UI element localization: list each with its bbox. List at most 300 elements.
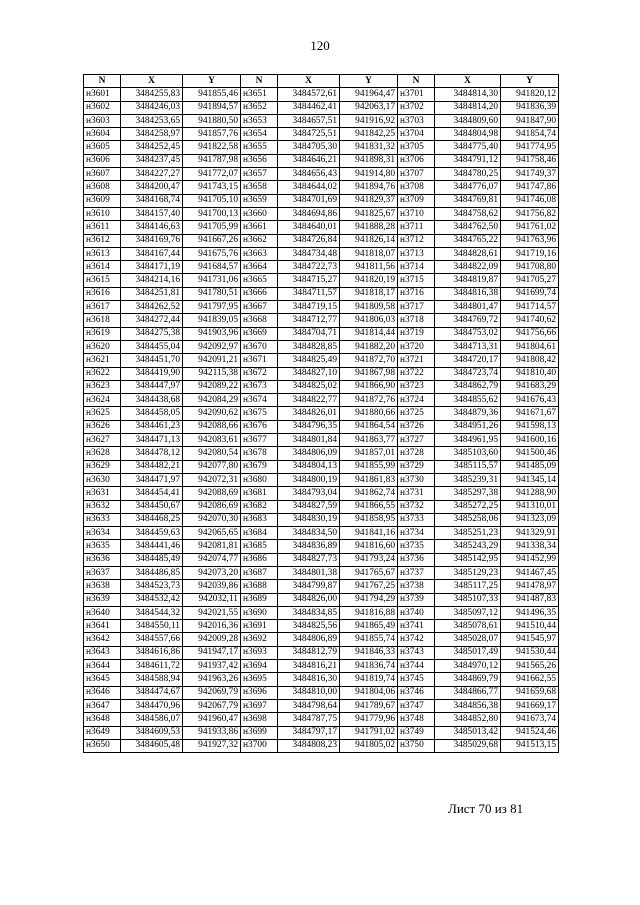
x-coordinate-cell: 3484550,11 — [121, 620, 183, 633]
x-coordinate-cell: 3484852,80 — [435, 713, 501, 726]
x-coordinate-cell: 3484471,97 — [121, 473, 183, 486]
x-coordinate-cell: 3484262,52 — [121, 301, 183, 314]
table-row — [84, 380, 559, 393]
y-coordinate-cell: 941789,67 — [340, 699, 398, 712]
point-id-cell: н3744 — [398, 660, 435, 673]
point-id-cell: н3624 — [84, 394, 121, 407]
y-coordinate-cell: 941864,54 — [340, 420, 398, 433]
x-coordinate-cell: 3484765,22 — [435, 234, 501, 247]
y-coordinate-cell: 941545,97 — [501, 633, 559, 646]
table-row — [84, 141, 559, 154]
table-row — [84, 128, 559, 141]
y-coordinate-cell: 941743,15 — [183, 181, 241, 194]
y-coordinate-cell: 942088,69 — [183, 487, 241, 500]
x-coordinate-cell: 3484482,21 — [121, 460, 183, 473]
point-id-cell: н3719 — [398, 327, 435, 340]
x-coordinate-cell: 3484758,62 — [435, 207, 501, 220]
point-id-cell: н3650 — [84, 739, 121, 752]
point-id-cell: н3716 — [398, 287, 435, 300]
point-id-cell: н3678 — [241, 447, 278, 460]
y-coordinate-cell: 941854,74 — [501, 128, 559, 141]
point-id-cell: н3603 — [84, 114, 121, 127]
sheet-footer: Лист 70 из 81 — [448, 801, 524, 816]
x-coordinate-cell: 3484827,59 — [278, 500, 340, 513]
point-id-cell: н3667 — [241, 301, 278, 314]
x-coordinate-cell: 3484611,72 — [121, 660, 183, 673]
point-id-cell: н3718 — [398, 314, 435, 327]
table-row — [84, 473, 559, 486]
point-id-cell: н3671 — [241, 354, 278, 367]
x-coordinate-cell: 3485097,12 — [435, 606, 501, 619]
y-coordinate-cell: 941857,76 — [183, 128, 241, 141]
point-id-cell: н3632 — [84, 500, 121, 513]
y-coordinate-cell: 941772,07 — [183, 168, 241, 181]
point-id-cell: н3628 — [84, 447, 121, 460]
table-row — [84, 394, 559, 407]
x-coordinate-cell: 3484167,44 — [121, 247, 183, 260]
point-id-cell: н3626 — [84, 420, 121, 433]
y-coordinate-cell: 941485,09 — [501, 460, 559, 473]
column-header: X — [278, 75, 340, 88]
page-number: 120 — [310, 38, 330, 53]
y-coordinate-cell: 941963,26 — [183, 673, 241, 686]
y-coordinate-cell: 941767,25 — [340, 580, 398, 593]
y-coordinate-cell: 941659,68 — [501, 686, 559, 699]
x-coordinate-cell: 3484461,23 — [121, 420, 183, 433]
y-coordinate-cell: 942065,65 — [183, 527, 241, 540]
y-coordinate-cell: 942069,79 — [183, 686, 241, 699]
y-coordinate-cell: 941345,14 — [501, 473, 559, 486]
y-coordinate-cell: 941524,46 — [501, 726, 559, 739]
x-coordinate-cell: 3484800,19 — [278, 473, 340, 486]
table-row — [84, 620, 559, 633]
y-coordinate-cell: 941746,08 — [501, 194, 559, 207]
point-id-cell: н3639 — [84, 593, 121, 606]
column-header: N — [84, 75, 121, 88]
point-id-cell: н3672 — [241, 367, 278, 380]
y-coordinate-cell: 942072,31 — [183, 473, 241, 486]
x-coordinate-cell: 3484253,65 — [121, 114, 183, 127]
point-id-cell: н3702 — [398, 101, 435, 114]
y-coordinate-cell: 941846,33 — [340, 646, 398, 659]
x-coordinate-cell: 3484826,01 — [278, 407, 340, 420]
table-row — [84, 181, 559, 194]
y-coordinate-cell: 941872,76 — [340, 394, 398, 407]
y-coordinate-cell: 941787,98 — [183, 154, 241, 167]
x-coordinate-cell: 3484705,30 — [278, 141, 340, 154]
point-id-cell: н3620 — [84, 340, 121, 353]
y-coordinate-cell: 941960,47 — [183, 713, 241, 726]
point-id-cell: н3601 — [84, 88, 121, 101]
x-coordinate-cell: 3484486,85 — [121, 566, 183, 579]
y-coordinate-cell: 941818,17 — [340, 287, 398, 300]
column-header: X — [121, 75, 183, 88]
y-coordinate-cell: 942039,86 — [183, 580, 241, 593]
x-coordinate-cell: 3484836,89 — [278, 540, 340, 553]
table-row — [84, 553, 559, 566]
y-coordinate-cell: 942074,77 — [183, 553, 241, 566]
point-id-cell: н3675 — [241, 407, 278, 420]
table-header-row — [84, 75, 559, 88]
y-coordinate-cell: 941338,34 — [501, 540, 559, 553]
x-coordinate-cell: 3484828,61 — [435, 247, 501, 260]
y-coordinate-cell: 941825,67 — [340, 207, 398, 220]
y-coordinate-cell: 941804,06 — [340, 686, 398, 699]
y-coordinate-cell: 941756,66 — [501, 327, 559, 340]
y-coordinate-cell: 941816,60 — [340, 540, 398, 553]
point-id-cell: н3607 — [84, 168, 121, 181]
table-row — [84, 739, 559, 752]
y-coordinate-cell: 941947,17 — [183, 646, 241, 659]
point-id-cell: н3679 — [241, 460, 278, 473]
x-coordinate-cell: 3484609,53 — [121, 726, 183, 739]
table-row — [84, 314, 559, 327]
point-id-cell: н3749 — [398, 726, 435, 739]
y-coordinate-cell: 941600,16 — [501, 434, 559, 447]
x-coordinate-cell: 3484810,00 — [278, 686, 340, 699]
table-row — [84, 367, 559, 380]
table-row — [84, 593, 559, 606]
x-coordinate-cell: 3484255,83 — [121, 88, 183, 101]
point-id-cell: н3695 — [241, 673, 278, 686]
point-id-cell: н3608 — [84, 181, 121, 194]
x-coordinate-cell: 3484694,86 — [278, 207, 340, 220]
y-coordinate-cell: 942080,54 — [183, 447, 241, 460]
y-coordinate-cell: 941765,67 — [340, 566, 398, 579]
x-coordinate-cell: 3484856,38 — [435, 699, 501, 712]
x-coordinate-cell: 3484822,77 — [278, 394, 340, 407]
point-id-cell: н3741 — [398, 620, 435, 633]
point-id-cell: н3735 — [398, 540, 435, 553]
y-coordinate-cell: 941758,46 — [501, 154, 559, 167]
y-coordinate-cell: 941714,57 — [501, 301, 559, 314]
y-coordinate-cell: 942115,38 — [183, 367, 241, 380]
x-coordinate-cell: 3484478,12 — [121, 447, 183, 460]
x-coordinate-cell: 3484780,25 — [435, 168, 501, 181]
x-coordinate-cell: 3484715,27 — [278, 274, 340, 287]
x-coordinate-cell: 3484830,19 — [278, 513, 340, 526]
x-coordinate-cell: 3484200,47 — [121, 181, 183, 194]
y-coordinate-cell: 942073,20 — [183, 566, 241, 579]
point-id-cell: н3652 — [241, 101, 278, 114]
y-coordinate-cell: 942088,66 — [183, 420, 241, 433]
x-coordinate-cell: 3484798,64 — [278, 699, 340, 712]
point-id-cell: н3729 — [398, 460, 435, 473]
point-id-cell: н3627 — [84, 434, 121, 447]
y-coordinate-cell: 941288,90 — [501, 487, 559, 500]
point-id-cell: н3657 — [241, 168, 278, 181]
y-coordinate-cell: 941565,26 — [501, 660, 559, 673]
y-coordinate-cell: 942086,69 — [183, 500, 241, 513]
x-coordinate-cell: 3485107,33 — [435, 593, 501, 606]
x-coordinate-cell: 3484827,73 — [278, 553, 340, 566]
x-coordinate-cell: 3484458,05 — [121, 407, 183, 420]
point-id-cell: н3725 — [398, 407, 435, 420]
x-coordinate-cell: 3485103,60 — [435, 447, 501, 460]
point-id-cell: н3715 — [398, 274, 435, 287]
point-id-cell: н3641 — [84, 620, 121, 633]
table-row — [84, 168, 559, 181]
point-id-cell: н3742 — [398, 633, 435, 646]
point-id-cell: н3732 — [398, 500, 435, 513]
point-id-cell: н3609 — [84, 194, 121, 207]
point-id-cell: н3726 — [398, 420, 435, 433]
y-coordinate-cell: 941669,17 — [501, 699, 559, 712]
point-id-cell: н3606 — [84, 154, 121, 167]
table-row — [84, 88, 559, 101]
point-id-cell: н3710 — [398, 207, 435, 220]
x-coordinate-cell: 3484419,90 — [121, 367, 183, 380]
x-coordinate-cell: 3484640,01 — [278, 221, 340, 234]
y-coordinate-cell: 942083,61 — [183, 434, 241, 447]
table-row — [84, 207, 559, 220]
point-id-cell: н3746 — [398, 686, 435, 699]
x-coordinate-cell: 3484616,86 — [121, 646, 183, 659]
y-coordinate-cell: 941705,10 — [183, 194, 241, 207]
table-row — [84, 327, 559, 340]
x-coordinate-cell: 3485142,95 — [435, 553, 501, 566]
x-coordinate-cell: 3484834,85 — [278, 606, 340, 619]
x-coordinate-cell: 3484970,12 — [435, 660, 501, 673]
table-row — [84, 407, 559, 420]
x-coordinate-cell: 3484961,95 — [435, 434, 501, 447]
y-coordinate-cell: 941857,01 — [340, 447, 398, 460]
point-id-cell: н3646 — [84, 686, 121, 699]
point-id-cell: н3684 — [241, 527, 278, 540]
table-row — [84, 234, 559, 247]
point-id-cell: н3645 — [84, 673, 121, 686]
y-coordinate-cell: 941894,76 — [340, 181, 398, 194]
y-coordinate-cell: 941804,61 — [501, 340, 559, 353]
x-coordinate-cell: 3484712,77 — [278, 314, 340, 327]
point-id-cell: н3662 — [241, 234, 278, 247]
table-row — [84, 154, 559, 167]
column-header: N — [398, 75, 435, 88]
y-coordinate-cell: 941705,99 — [183, 221, 241, 234]
point-id-cell: н3745 — [398, 673, 435, 686]
x-coordinate-cell: 3484485,49 — [121, 553, 183, 566]
table-row — [84, 686, 559, 699]
y-coordinate-cell: 941898,31 — [340, 154, 398, 167]
y-coordinate-cell: 941809,58 — [340, 301, 398, 314]
x-coordinate-cell: 3484468,25 — [121, 513, 183, 526]
y-coordinate-cell: 941822,58 — [183, 141, 241, 154]
point-id-cell: н3612 — [84, 234, 121, 247]
y-coordinate-cell: 941866,55 — [340, 500, 398, 513]
y-coordinate-cell: 941719,16 — [501, 247, 559, 260]
point-id-cell: н3614 — [84, 261, 121, 274]
x-coordinate-cell: 3484753,02 — [435, 327, 501, 340]
y-coordinate-cell: 941820,19 — [340, 274, 398, 287]
point-id-cell: н3681 — [241, 487, 278, 500]
y-coordinate-cell: 941699,74 — [501, 287, 559, 300]
x-coordinate-cell: 3484804,13 — [278, 460, 340, 473]
table-row — [84, 301, 559, 314]
column-header: N — [241, 75, 278, 88]
y-coordinate-cell: 941814,44 — [340, 327, 398, 340]
x-coordinate-cell: 3484816,38 — [435, 287, 501, 300]
y-coordinate-cell: 941880,50 — [183, 114, 241, 127]
y-coordinate-cell: 941855,46 — [183, 88, 241, 101]
x-coordinate-cell: 3484819,87 — [435, 274, 501, 287]
x-coordinate-cell: 3484797,17 — [278, 726, 340, 739]
point-id-cell: н3631 — [84, 487, 121, 500]
y-coordinate-cell: 941841,16 — [340, 527, 398, 540]
table-row — [84, 699, 559, 712]
y-coordinate-cell: 941806,03 — [340, 314, 398, 327]
x-coordinate-cell: 3484804,98 — [435, 128, 501, 141]
point-id-cell: н3625 — [84, 407, 121, 420]
point-id-cell: н3728 — [398, 447, 435, 460]
y-coordinate-cell: 941763,96 — [501, 234, 559, 247]
x-coordinate-cell: 3484532,42 — [121, 593, 183, 606]
y-coordinate-cell: 941842,25 — [340, 128, 398, 141]
x-coordinate-cell: 3484812,79 — [278, 646, 340, 659]
x-coordinate-cell: 3484720,17 — [435, 354, 501, 367]
x-coordinate-cell: 3484834,50 — [278, 527, 340, 540]
x-coordinate-cell: 3485239,31 — [435, 473, 501, 486]
table-row — [84, 633, 559, 646]
table-row — [84, 566, 559, 579]
x-coordinate-cell: 3484809,60 — [435, 114, 501, 127]
x-coordinate-cell: 3485115,57 — [435, 460, 501, 473]
y-coordinate-cell: 941496,35 — [501, 606, 559, 619]
table-row — [84, 221, 559, 234]
x-coordinate-cell: 3484793,04 — [278, 487, 340, 500]
x-coordinate-cell: 3485251,23 — [435, 527, 501, 540]
point-id-cell: н3698 — [241, 713, 278, 726]
y-coordinate-cell: 941598,13 — [501, 420, 559, 433]
x-coordinate-cell: 3484776,07 — [435, 181, 501, 194]
y-coordinate-cell: 941888,28 — [340, 221, 398, 234]
point-id-cell: н3649 — [84, 726, 121, 739]
point-id-cell: н3694 — [241, 660, 278, 673]
y-coordinate-cell: 942090,62 — [183, 407, 241, 420]
x-coordinate-cell: 3484808,23 — [278, 739, 340, 752]
point-id-cell: н3616 — [84, 287, 121, 300]
x-coordinate-cell: 3484825,02 — [278, 380, 340, 393]
point-id-cell: н3703 — [398, 114, 435, 127]
point-id-cell: н3699 — [241, 726, 278, 739]
table-row — [84, 261, 559, 274]
y-coordinate-cell: 942070,30 — [183, 513, 241, 526]
x-coordinate-cell: 3484816,30 — [278, 673, 340, 686]
point-id-cell: н3683 — [241, 513, 278, 526]
y-coordinate-cell: 941467,45 — [501, 566, 559, 579]
point-id-cell: н3647 — [84, 699, 121, 712]
x-coordinate-cell: 3485017,49 — [435, 646, 501, 659]
table-body — [84, 88, 559, 753]
x-coordinate-cell: 3484801,84 — [278, 434, 340, 447]
y-coordinate-cell: 941882,20 — [340, 340, 398, 353]
point-id-cell: н3643 — [84, 646, 121, 659]
x-coordinate-cell: 3484588,94 — [121, 673, 183, 686]
point-id-cell: н3665 — [241, 274, 278, 287]
x-coordinate-cell: 3484451,70 — [121, 354, 183, 367]
x-coordinate-cell: 3484951,26 — [435, 420, 501, 433]
y-coordinate-cell: 941855,99 — [340, 460, 398, 473]
point-id-cell: н3635 — [84, 540, 121, 553]
y-coordinate-cell: 941780,51 — [183, 287, 241, 300]
y-coordinate-cell: 941819,74 — [340, 673, 398, 686]
y-coordinate-cell: 941779,96 — [340, 713, 398, 726]
y-coordinate-cell: 941847,90 — [501, 114, 559, 127]
y-coordinate-cell: 941667,26 — [183, 234, 241, 247]
point-id-cell: н3724 — [398, 394, 435, 407]
x-coordinate-cell: 3484272,44 — [121, 314, 183, 327]
y-coordinate-cell: 941858,95 — [340, 513, 398, 526]
y-coordinate-cell: 941740,62 — [501, 314, 559, 327]
y-coordinate-cell: 942089,22 — [183, 380, 241, 393]
point-id-cell: н3738 — [398, 580, 435, 593]
x-coordinate-cell: 3485272,25 — [435, 500, 501, 513]
y-coordinate-cell: 941510,44 — [501, 620, 559, 633]
x-coordinate-cell: 3484787,75 — [278, 713, 340, 726]
point-id-cell: н3677 — [241, 434, 278, 447]
x-coordinate-cell: 3484822,09 — [435, 261, 501, 274]
x-coordinate-cell: 3484726,84 — [278, 234, 340, 247]
x-coordinate-cell: 3484657,51 — [278, 114, 340, 127]
point-id-cell: н3622 — [84, 367, 121, 380]
point-id-cell: н3723 — [398, 380, 435, 393]
point-id-cell: н3731 — [398, 487, 435, 500]
x-coordinate-cell: 3484237,45 — [121, 154, 183, 167]
y-coordinate-cell: 941836,39 — [501, 101, 559, 114]
point-id-cell: н3711 — [398, 221, 435, 234]
x-coordinate-cell: 3485028,07 — [435, 633, 501, 646]
x-coordinate-cell: 3484214,16 — [121, 274, 183, 287]
point-id-cell: н3638 — [84, 580, 121, 593]
point-id-cell: н3615 — [84, 274, 121, 287]
point-id-cell: н3602 — [84, 101, 121, 114]
x-coordinate-cell: 3484734,48 — [278, 247, 340, 260]
x-coordinate-cell: 3484447,97 — [121, 380, 183, 393]
y-coordinate-cell: 941867,98 — [340, 367, 398, 380]
x-coordinate-cell: 3484799,87 — [278, 580, 340, 593]
point-id-cell: н3617 — [84, 301, 121, 314]
point-id-cell: н3706 — [398, 154, 435, 167]
point-id-cell: н3696 — [241, 686, 278, 699]
x-coordinate-cell: 3484801,38 — [278, 566, 340, 579]
point-id-cell: н3655 — [241, 141, 278, 154]
y-coordinate-cell: 941705,27 — [501, 274, 559, 287]
y-coordinate-cell: 941863,77 — [340, 434, 398, 447]
y-coordinate-cell: 941662,55 — [501, 673, 559, 686]
y-coordinate-cell: 941793,24 — [340, 553, 398, 566]
point-id-cell: н3685 — [241, 540, 278, 553]
x-coordinate-cell: 3484814,20 — [435, 101, 501, 114]
column-header: Y — [501, 75, 559, 88]
point-id-cell: н3680 — [241, 473, 278, 486]
y-coordinate-cell: 941749,37 — [501, 168, 559, 181]
table-row — [84, 540, 559, 553]
x-coordinate-cell: 3484471,13 — [121, 434, 183, 447]
x-coordinate-cell: 3484252,45 — [121, 141, 183, 154]
x-coordinate-cell: 3484704,71 — [278, 327, 340, 340]
x-coordinate-cell: 3484723,74 — [435, 367, 501, 380]
y-coordinate-cell: 941831,32 — [340, 141, 398, 154]
x-coordinate-cell: 3484544,32 — [121, 606, 183, 619]
point-id-cell: н3704 — [398, 128, 435, 141]
y-coordinate-cell: 941862,74 — [340, 487, 398, 500]
x-coordinate-cell: 3484450,67 — [121, 500, 183, 513]
table-row — [84, 660, 559, 673]
x-coordinate-cell: 3484605,48 — [121, 739, 183, 752]
point-id-cell: н3629 — [84, 460, 121, 473]
x-coordinate-cell: 3485013,42 — [435, 726, 501, 739]
y-coordinate-cell: 941797,95 — [183, 301, 241, 314]
y-coordinate-cell: 941673,74 — [501, 713, 559, 726]
